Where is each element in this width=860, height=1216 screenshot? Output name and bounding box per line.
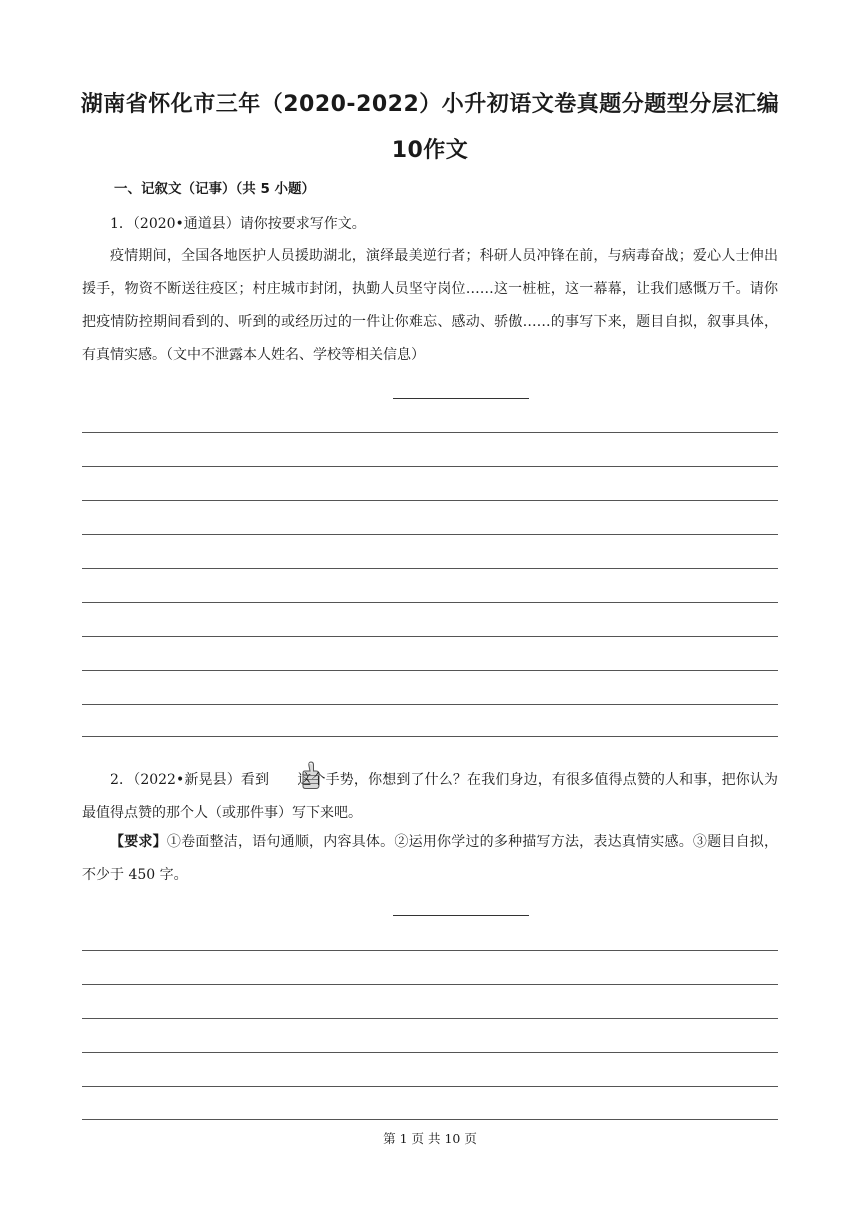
question-2-writing-line[interactable] bbox=[82, 1018, 778, 1019]
question-1-writing-line[interactable] bbox=[82, 534, 778, 535]
thumbs-up-icon bbox=[271, 760, 295, 792]
question-2-writing-line[interactable] bbox=[82, 950, 778, 951]
question-1-writing-line[interactable] bbox=[82, 636, 778, 637]
question-1-prompt: 疫情期间，全国各地医护人员援助湖北，演绎最美逆行者；科研人员冲锋在前，与病毒奋战；爱心人士伸出援手，物资不断送往疫区；村庄城市封闭，执勤人员坚守岗位……这一桩桩，这一幕幕，让我们感慨万千。请你把疫情防控期间看到的、听到的或经历过的一件让你难忘、感动、骄傲……的事写下来，题目自拟，叙事具体，有真情实感。（文中不泄露本人姓名、学校等相关信息） bbox=[82, 248, 778, 363]
section-heading: 一、记叙文（记事）（共 5 小题） bbox=[114, 181, 316, 197]
question-2-prompt-text: 这个手势，你想到了什么？在我们身边，有很多值得点赞的人和事，把你认为最值得点赞的那个人（或那件事）写下来吧。 bbox=[82, 772, 779, 821]
requirement-text: ①卷面整洁，语句通顺，内容具体。②运用你学过的多种描写方法，表达真情实感。③题目自拟，不少于 450 字。 bbox=[82, 834, 779, 883]
document-title-line-1: 湖南省怀化市三年（2020-2022）小升初语文卷真题分题型分层汇编 bbox=[80, 92, 780, 117]
question-2-requirements bbox=[82, 826, 778, 892]
question-1-writing-line[interactable] bbox=[82, 736, 778, 737]
question-1-writing-line[interactable] bbox=[82, 500, 778, 501]
question-1-writing-line[interactable] bbox=[82, 568, 778, 569]
question-2-writing-line[interactable] bbox=[82, 1119, 778, 1120]
document-title-line-2: 10作文 bbox=[391, 138, 469, 163]
question-1-writing-line[interactable] bbox=[82, 670, 778, 671]
requirement-label: 【要求】 bbox=[110, 834, 167, 850]
question-2-writing-line[interactable] bbox=[82, 1086, 778, 1087]
page-number-footer: 第 1 页 共 10 页 bbox=[383, 1131, 477, 1146]
question-1-writing-line[interactable] bbox=[82, 602, 778, 603]
question-2-title-blank[interactable] bbox=[393, 915, 529, 916]
question-1-writing-line[interactable] bbox=[82, 466, 778, 467]
question-1-title-blank[interactable] bbox=[393, 398, 529, 399]
question-1-writing-line[interactable] bbox=[82, 432, 778, 433]
question-2-prompt bbox=[82, 760, 778, 830]
question-2-writing-line[interactable] bbox=[82, 984, 778, 985]
question-1-header: 1．（2020•通道县）请你按要求写作文。 bbox=[110, 216, 366, 232]
question-2-writing-line[interactable] bbox=[82, 1052, 778, 1053]
question-2-header: 2．（2022•新晃县）看到 bbox=[110, 772, 270, 788]
question-1-writing-line[interactable] bbox=[82, 704, 778, 705]
